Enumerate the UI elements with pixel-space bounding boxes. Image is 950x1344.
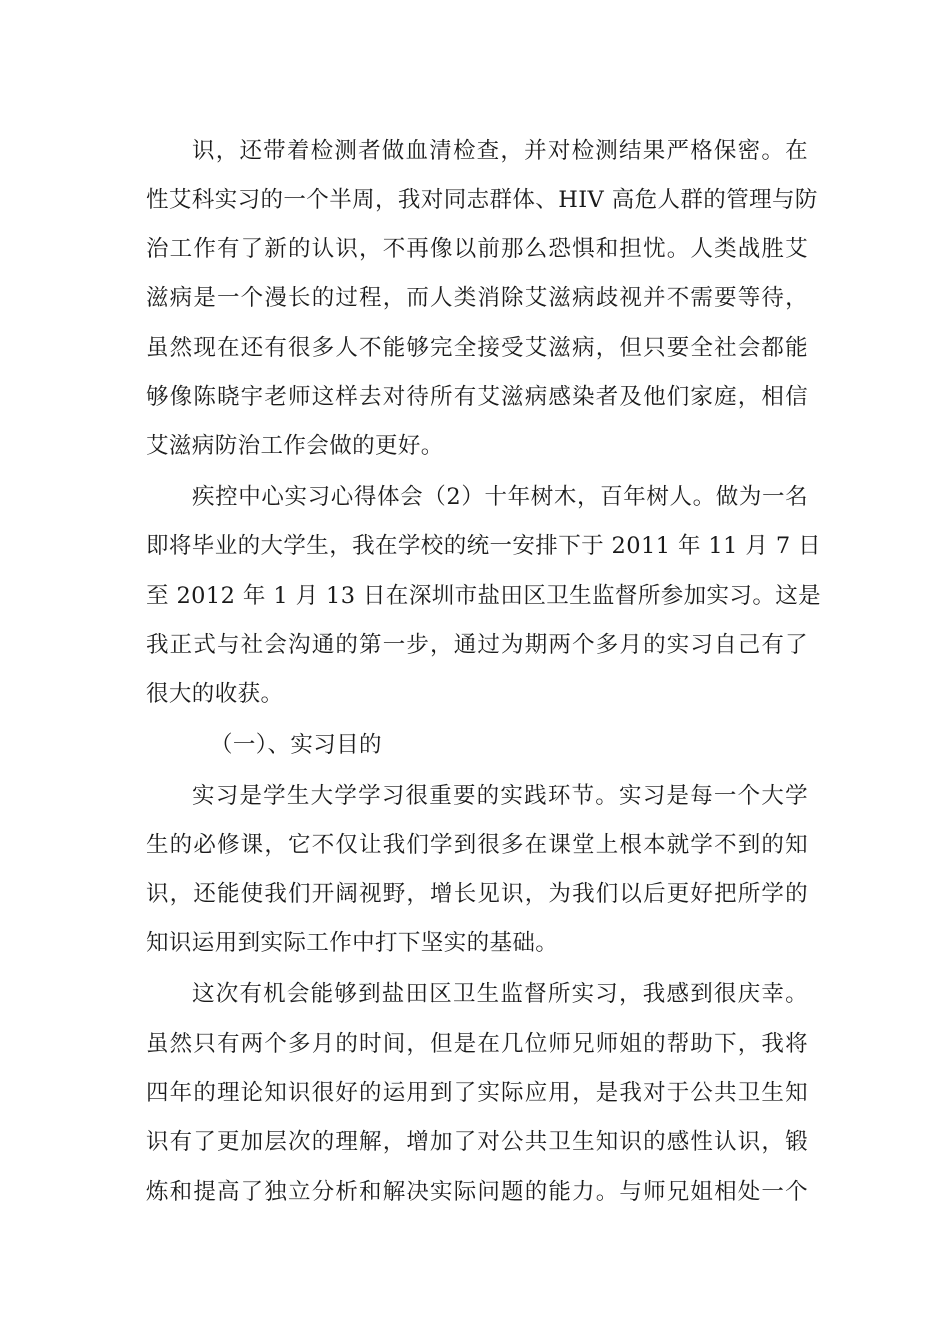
text-line: 生的必修课，它不仅让我们学到很多在课堂上根本就学不到的知 (146, 832, 808, 858)
text-line: 艾滋病防治工作会做的更好。 (146, 433, 444, 459)
text-line: 炼和提高了独立分析和解决实际问题的能力。与师兄姐相处一个 (146, 1179, 808, 1205)
paragraph-start-line: 实习是学生大学学习很重要的实践环节。实习是每一个大学 (192, 783, 808, 809)
text-line: 虽然现在还有很多人不能够完全接受艾滋病，但只要全社会都能 (146, 335, 808, 361)
text-line: 滋病是一个漫长的过程，而人类消除艾滋病歧视并不需要等待， (146, 285, 808, 311)
section-heading: （一）、实习目的 (210, 732, 382, 758)
text-line: 即将毕业的大学生，我在学校的统一安排下于 2011 年 11 月 7 日 (146, 533, 822, 559)
paragraph-start-line: 这次有机会能够到盐田区卫生监督所实习，我感到很庆幸。 (192, 981, 808, 1007)
text-line: 四年的理论知识很好的运用到了实际应用，是我对于公共卫生知 (146, 1080, 808, 1106)
text-line: 够像陈晓宇老师这样去对待所有艾滋病感染者及他们家庭，相信 (146, 384, 808, 410)
text-line: 治工作有了新的认识，不再像以前那么恐惧和担忧。人类战胜艾 (146, 236, 808, 262)
text-line: 我正式与社会沟通的第一步，通过为期两个多月的实习自己有了 (146, 632, 808, 658)
paragraph-start-line: 疾控中心实习心得体会（2）十年树木，百年树人。做为一名 (192, 484, 808, 510)
text-line: 很大的收获。 (146, 681, 284, 707)
text-line: 性艾科实习的一个半周，我对同志群体、HIV 高危人群的管理与防 (146, 187, 818, 213)
text-line: 识，还带着检测者做血清检查，并对检测结果严格保密。在 (192, 138, 808, 164)
text-line: 识，还能使我们开阔视野，增长见识，为我们以后更好把所学的 (146, 881, 808, 907)
text-line: 至 2012 年 1 月 13 日在深圳市盐田区卫生监督所参加实习。这是 (146, 583, 822, 609)
text-line: 知识运用到实际工作中打下坚实的基础。 (146, 930, 559, 956)
text-line: 虽然只有两个多月的时间，但是在几位师兄师姐的帮助下，我将 (146, 1031, 808, 1057)
text-line: 识有了更加层次的理解，增加了对公共卫生知识的感性认识，锻 (146, 1129, 808, 1155)
